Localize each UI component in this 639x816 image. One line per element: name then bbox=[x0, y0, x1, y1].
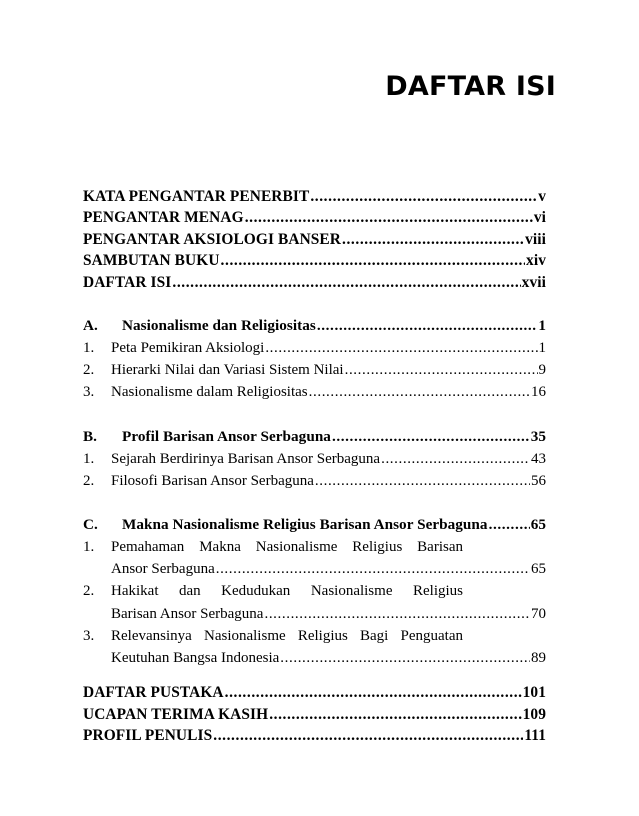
subitem-number: 3. bbox=[83, 384, 95, 401]
section-title-row bbox=[122, 315, 546, 337]
subitem-page-number: 56 bbox=[531, 472, 546, 489]
dot-leader bbox=[345, 359, 538, 381]
section-subitem bbox=[83, 337, 546, 359]
dot-leader bbox=[332, 426, 530, 448]
dot-leader bbox=[342, 229, 524, 250]
subitem-title-row bbox=[111, 359, 546, 381]
section-heading-row bbox=[122, 315, 546, 337]
section-title: Nasionalisme dan Religiositas bbox=[122, 317, 316, 335]
entry-label: DAFTAR PUSTAKA bbox=[83, 684, 224, 702]
entry-page-number: 109 bbox=[522, 705, 546, 723]
subitem-body bbox=[111, 337, 546, 359]
dot-leader bbox=[216, 558, 530, 580]
entry-label: PENGANTAR MENAG bbox=[83, 209, 244, 227]
section-page-number: 1 bbox=[538, 317, 546, 335]
subitem-page-number: 70 bbox=[531, 605, 546, 622]
dot-leader bbox=[265, 337, 537, 359]
dot-leader bbox=[221, 250, 525, 271]
subitem-title-line1: Pemahaman Makna Nasionalisme Religius Barisan bbox=[111, 539, 463, 556]
entry-page-number: 111 bbox=[524, 727, 546, 745]
section-heading bbox=[83, 315, 546, 337]
back-matter-list bbox=[83, 682, 546, 746]
entry-page-number: v bbox=[538, 188, 546, 205]
dot-leader bbox=[489, 514, 530, 536]
section-heading bbox=[83, 426, 546, 448]
dot-leader bbox=[245, 207, 533, 228]
section-subitem bbox=[83, 470, 546, 492]
subitem-body bbox=[111, 359, 546, 381]
subitem-title-line1: Hakikat dan Kedudukan Nasionalisme Religius bbox=[111, 583, 463, 600]
toc-section bbox=[83, 426, 546, 492]
subitem-body bbox=[111, 381, 546, 403]
dot-leader bbox=[213, 725, 523, 746]
section-heading-row bbox=[122, 426, 546, 448]
subitem-number: 2. bbox=[83, 583, 95, 600]
entry-label: PENGANTAR AKSIOLOGI BANSER bbox=[83, 230, 342, 248]
subitem-number: 1. bbox=[83, 450, 95, 467]
section-title-row bbox=[122, 426, 546, 448]
section-title-row bbox=[122, 514, 546, 536]
subitem-page-number: 65 bbox=[531, 561, 546, 578]
page-title: DAFTAR ISI bbox=[385, 71, 556, 102]
entry-label: DAFTAR ISI bbox=[83, 273, 172, 291]
section-marker: A. bbox=[83, 317, 98, 335]
section-marker: C. bbox=[83, 516, 98, 534]
entry-page-number: xiv bbox=[526, 252, 546, 270]
entry-page-number: viii bbox=[525, 230, 546, 248]
toc-section bbox=[83, 514, 546, 669]
subitem-title: Hierarki Nilai dan Variasi Sistem Nilai bbox=[111, 362, 344, 379]
section-heading-row bbox=[122, 514, 546, 536]
dot-leader bbox=[280, 647, 530, 669]
subitem-title: Peta Pemikiran Aksiologi bbox=[111, 340, 265, 357]
subitem-body bbox=[111, 536, 546, 580]
subitem-page-number: 43 bbox=[531, 450, 546, 467]
front-matter-list bbox=[83, 186, 546, 293]
section-subitem bbox=[83, 536, 546, 580]
back-matter-entry bbox=[83, 704, 546, 725]
subitem-page-number: 1 bbox=[538, 340, 546, 357]
section-subitem bbox=[83, 381, 546, 403]
section-subitem bbox=[83, 580, 546, 624]
dot-leader bbox=[381, 448, 530, 470]
subitem-number: 2. bbox=[83, 472, 95, 489]
front-matter-entry bbox=[83, 229, 546, 250]
subitem-number: 3. bbox=[83, 627, 95, 644]
subitem-number: 1. bbox=[83, 340, 95, 357]
subitem-page-number: 16 bbox=[531, 384, 546, 401]
subitem-title: Sejarah Berdirinya Barisan Ansor Serbaguna bbox=[111, 450, 381, 467]
subitem-number: 2. bbox=[83, 362, 95, 379]
back-matter-entry bbox=[83, 725, 546, 746]
subitem-title-line2: Ansor Serbaguna bbox=[111, 561, 215, 578]
section-title: Profil Barisan Ansor Serbaguna bbox=[122, 427, 331, 445]
dot-leader bbox=[310, 186, 537, 207]
subitem-title-line2-row bbox=[111, 647, 546, 669]
section-page-number: 35 bbox=[530, 427, 546, 445]
dot-leader bbox=[225, 682, 522, 703]
subitem-body bbox=[111, 470, 546, 492]
section-subitem bbox=[83, 625, 546, 669]
front-matter-entry bbox=[83, 250, 546, 271]
dot-leader bbox=[309, 381, 530, 403]
section-subitem bbox=[83, 359, 546, 381]
section-title: Makna Nasionalisme Religius Barisan Ansor Serbaguna bbox=[122, 516, 488, 534]
subitem-title-line2-row bbox=[111, 603, 546, 625]
subitem-title-row bbox=[111, 470, 546, 492]
subitem-body bbox=[111, 580, 546, 624]
dot-leader bbox=[315, 470, 530, 492]
subitem-title-row bbox=[111, 448, 546, 470]
entry-label: KATA PENGANTAR PENERBIT bbox=[83, 188, 310, 205]
subitem-number: 1. bbox=[83, 539, 95, 556]
subitem-title-line2-row bbox=[111, 558, 546, 580]
subitem-title-row bbox=[111, 381, 546, 403]
toc-content bbox=[83, 186, 546, 746]
subitem-title-line2: Keutuhan Bangsa Indonesia bbox=[111, 650, 280, 667]
sections-list bbox=[83, 315, 546, 669]
front-matter-entry bbox=[83, 207, 546, 228]
front-matter-entry bbox=[83, 186, 546, 207]
subitem-page-number: 9 bbox=[538, 362, 546, 379]
dot-leader bbox=[269, 704, 521, 725]
entry-label: PROFIL PENULIS bbox=[83, 727, 213, 745]
subitem-title-row bbox=[111, 337, 546, 359]
subitem-body bbox=[111, 625, 546, 669]
subitem-title-line1: Relevansinya Nasionalisme Religius Bagi Penguatan bbox=[111, 627, 463, 644]
entry-page-number: xvii bbox=[521, 273, 546, 291]
entry-label: UCAPAN TERIMA KASIH bbox=[83, 705, 269, 723]
back-matter-entry bbox=[83, 682, 546, 703]
subitem-title: Filosofi Barisan Ansor Serbaguna bbox=[111, 472, 314, 489]
dot-leader bbox=[264, 603, 530, 625]
front-matter-entry bbox=[83, 272, 546, 293]
toc-section bbox=[83, 315, 546, 404]
dot-leader bbox=[172, 272, 520, 293]
back-matter-spacer bbox=[83, 669, 546, 682]
subitem-body bbox=[111, 448, 546, 470]
subitem-title-line2: Barisan Ansor Serbaguna bbox=[111, 605, 264, 622]
subitem-title: Nasionalisme dalam Religiositas bbox=[111, 384, 308, 401]
dot-leader bbox=[317, 315, 537, 337]
section-page-number: 65 bbox=[530, 516, 546, 534]
section-heading bbox=[83, 514, 546, 536]
entry-page-number: 101 bbox=[522, 684, 546, 702]
subitem-page-number: 89 bbox=[531, 650, 546, 667]
entry-page-number: vi bbox=[533, 209, 546, 227]
section-subitem bbox=[83, 448, 546, 470]
section-marker: B. bbox=[83, 427, 98, 445]
entry-label: SAMBUTAN BUKU bbox=[83, 252, 220, 270]
